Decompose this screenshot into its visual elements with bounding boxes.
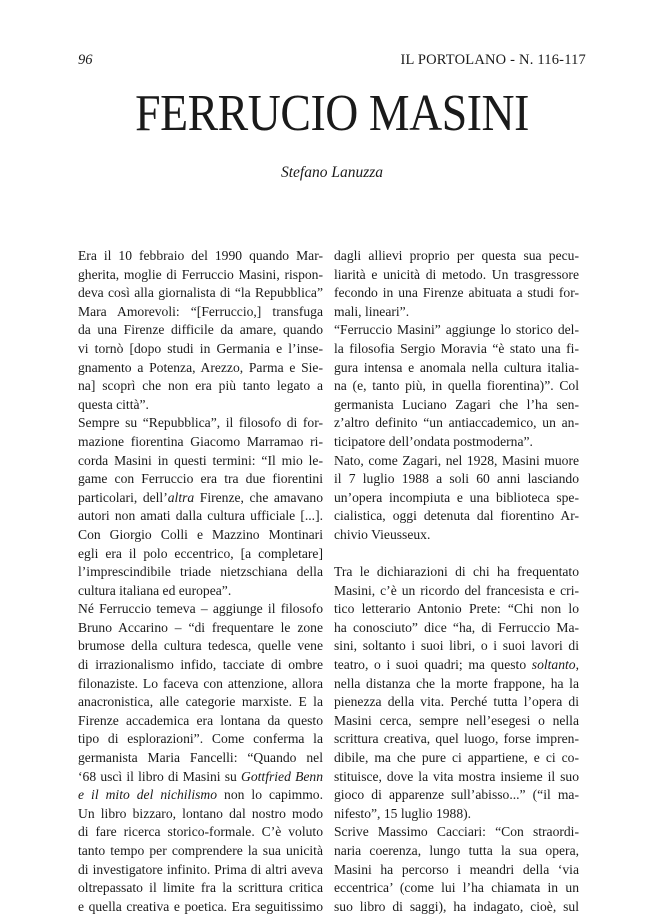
text-line xyxy=(334,656,579,675)
italic-text: e il mito del nichilismo xyxy=(78,787,218,803)
text-line: tanto tempo per comprendere la sua unicità xyxy=(78,843,323,858)
text-line: un’opera incompiuta e una biblioteca spe- xyxy=(334,489,579,505)
article-author: Stefano Lanuzza xyxy=(280,164,384,181)
text-line: chivio Vieusseux. xyxy=(334,526,431,542)
text-line xyxy=(78,768,323,787)
text-line: corda Masini in questi termini: “Il mio le- xyxy=(78,452,323,468)
text-line: gioco di apparenze sull’abisso...” (“il ma- xyxy=(334,787,579,803)
text-line: filonaziste. Lo faceva con attenzione, allora xyxy=(78,675,323,691)
text-line: germanista Luciano Zagari che l’ha sen- xyxy=(334,396,579,412)
text-line: l’imprescindibile triade nietzschiana della xyxy=(78,564,323,580)
text-line: questa città”. xyxy=(78,396,149,412)
right-column xyxy=(334,247,579,916)
text-line: scrittura creativa, quel luogo, forse impren- xyxy=(334,731,579,747)
text-line: gnamento a Potenza, Arezzo, Parma e Sie- xyxy=(78,359,323,375)
text-line: stituisce, dove la vita mostra insieme il suo xyxy=(334,768,579,784)
text-line: e quella creativa e poetica. Era seguitissimo xyxy=(78,898,323,914)
text-line: mali, lineari”. xyxy=(334,303,410,319)
text-line: Scrive Massimo Cacciari: “Con straordi- xyxy=(334,824,579,840)
text-line xyxy=(78,489,323,508)
text-line: naria coerenza, lungo tutta la sua opera, xyxy=(334,843,579,858)
text-line: Bruno Accarino – “di frequentare le zone xyxy=(78,619,323,635)
text-line: Era il 10 febbraio del 1990 quando Mar- xyxy=(78,248,323,263)
italic-text: soltanto xyxy=(531,657,576,673)
text-line: suo libro di saggi), ha indagato, cioè, sul xyxy=(334,898,579,914)
text-line: anacronistica, alle categorie marxiste. E la xyxy=(78,694,323,710)
italic-text: altra xyxy=(167,489,195,505)
text-segment: particolari, dell’ xyxy=(78,489,168,505)
text-line: tipo di esplorazioni”. Come conferma la xyxy=(78,731,323,747)
text-line: gura intensa e anomala nella cultura italia- xyxy=(334,359,579,375)
text-segment: , xyxy=(575,657,579,673)
text-line: dagli allievi proprio per questa sua pecu- xyxy=(334,248,579,263)
text-line: vi tornò [dopo studi in Germania e l’inse- xyxy=(78,340,323,356)
text-line: Mara Amorevoli: “[Ferruccio,] transfuga xyxy=(78,303,323,319)
text-line: la filosofia Sergio Moravia “è stato una fi- xyxy=(334,340,579,356)
text-line: di irrazionalismo infido, tacciate di ombre xyxy=(78,657,323,673)
left-column xyxy=(78,247,323,916)
text-line: Né Ferruccio temeva – aggiunge il filosofo xyxy=(78,601,323,617)
article-title: FERRUCIO MASINI xyxy=(135,85,529,142)
page-number: 96 xyxy=(78,52,93,68)
text-line: nella distanza che la morte frappone, ha la xyxy=(334,675,579,691)
text-line: brumose della cultura tedesca, quelle vene xyxy=(78,638,323,654)
paragraph-gap xyxy=(334,545,579,564)
text-line: na (e, tanto più, in quella fiorentina)”. Col xyxy=(334,378,579,394)
journal-title: IL PORTOLANO - N. 116-117 xyxy=(400,52,586,68)
text-line: deva così alla giornalista di “la Repubblica” xyxy=(78,285,323,301)
text-line: nifesto”, 15 luglio 1988). xyxy=(334,805,472,821)
text-line: Masini, c’è un ricordo del francesista e cri- xyxy=(334,582,579,598)
text-line: fecondo in una Firenze abituata a studi for- xyxy=(334,285,579,301)
text-segment: ‘68 uscì il libro di Masini su xyxy=(78,768,242,784)
text-line: Sempre su “Repubblica”, il filosofo di for- xyxy=(78,415,323,431)
text-line: dibile, ma che pure ci appartiene, e ci co- xyxy=(334,750,579,766)
text-line: germanista Maria Fancelli: “Quando nel xyxy=(78,750,323,766)
text-line: Tra le dichiarazioni di chi ha frequentato xyxy=(334,564,579,580)
text-line: Un libro bizzaro, lontano dal nostro modo xyxy=(78,805,323,821)
text-line: ha conosciuto” dice “ha, di Ferruccio Ma- xyxy=(334,619,579,635)
text-line: Nato, come Zagari, nel 1928, Masini muore xyxy=(334,452,579,468)
running-header xyxy=(78,52,586,72)
text-line xyxy=(78,786,323,805)
text-line: cultura italiana ed europea”. xyxy=(78,582,232,598)
text-line: Masini cerca, sempre nell’esegesi o nella xyxy=(334,712,579,728)
text-line: di investigatore infinito. Prima di altri aveva xyxy=(78,861,323,877)
text-line: da una Firenze difficile da amare, quando xyxy=(78,322,323,338)
text-line: liarità e unicità di metodo. Un trasgressore xyxy=(334,266,579,282)
text-line: tico letterario Antonio Prete: “Chi non lo xyxy=(334,601,579,617)
text-segment: non lo capimmo. xyxy=(217,787,323,803)
text-line: “Ferruccio Masini” aggiunge lo storico del- xyxy=(334,322,579,338)
text-line: gherita, moglie di Ferruccio Masini, rispon- xyxy=(78,266,323,282)
text-segment: teatro, o i suoi quadri; ma questo xyxy=(334,657,532,673)
text-line: Con Giorgio Colli e Mazzino Montinari xyxy=(78,526,323,542)
text-line: autori non amati dalla cultura ufficiale [...]. xyxy=(78,508,323,524)
text-line: Masini ha percorso i meandri della ‘via xyxy=(334,861,579,877)
text-line: oltrepassato il limite fra la scrittura critica xyxy=(78,880,323,896)
text-line: mazione fiorentina Giacomo Marramao ri- xyxy=(78,433,323,449)
text-line: di fare ricerca storico-formale. C’è voluto xyxy=(78,824,323,840)
text-line: eccentrica’ (come lui l’ha chiamata in un xyxy=(334,880,579,896)
text-line: il 7 luglio 1988 a soli 60 anni lasciando xyxy=(334,471,579,487)
text-line: pienezza della vita. Perché tutta l’opera di xyxy=(334,694,579,710)
text-line: Firenze accademica era lontana da questo xyxy=(78,712,323,728)
text-line: sini, soltanto i suoi libri, o i suoi lavori di xyxy=(334,638,579,654)
text-line: z’altro definito “un antiaccademico, un an- xyxy=(334,415,579,431)
text-line: egli era il polo eccentrico, [a completare] xyxy=(78,545,323,561)
italic-text: Gottfried Benn xyxy=(241,768,323,784)
text-line: ticipatore dell’ondata postmoderna”. xyxy=(334,433,533,449)
text-line: na] scoprì che non era più tanto legato a xyxy=(78,378,323,394)
text-line: game con Ferruccio era tra due fiorentini xyxy=(78,471,323,487)
text-line: cialistica, oggi detenuta dal fiorentino Ar- xyxy=(334,508,579,524)
text-segment: Firenze, che amavano xyxy=(194,489,323,505)
